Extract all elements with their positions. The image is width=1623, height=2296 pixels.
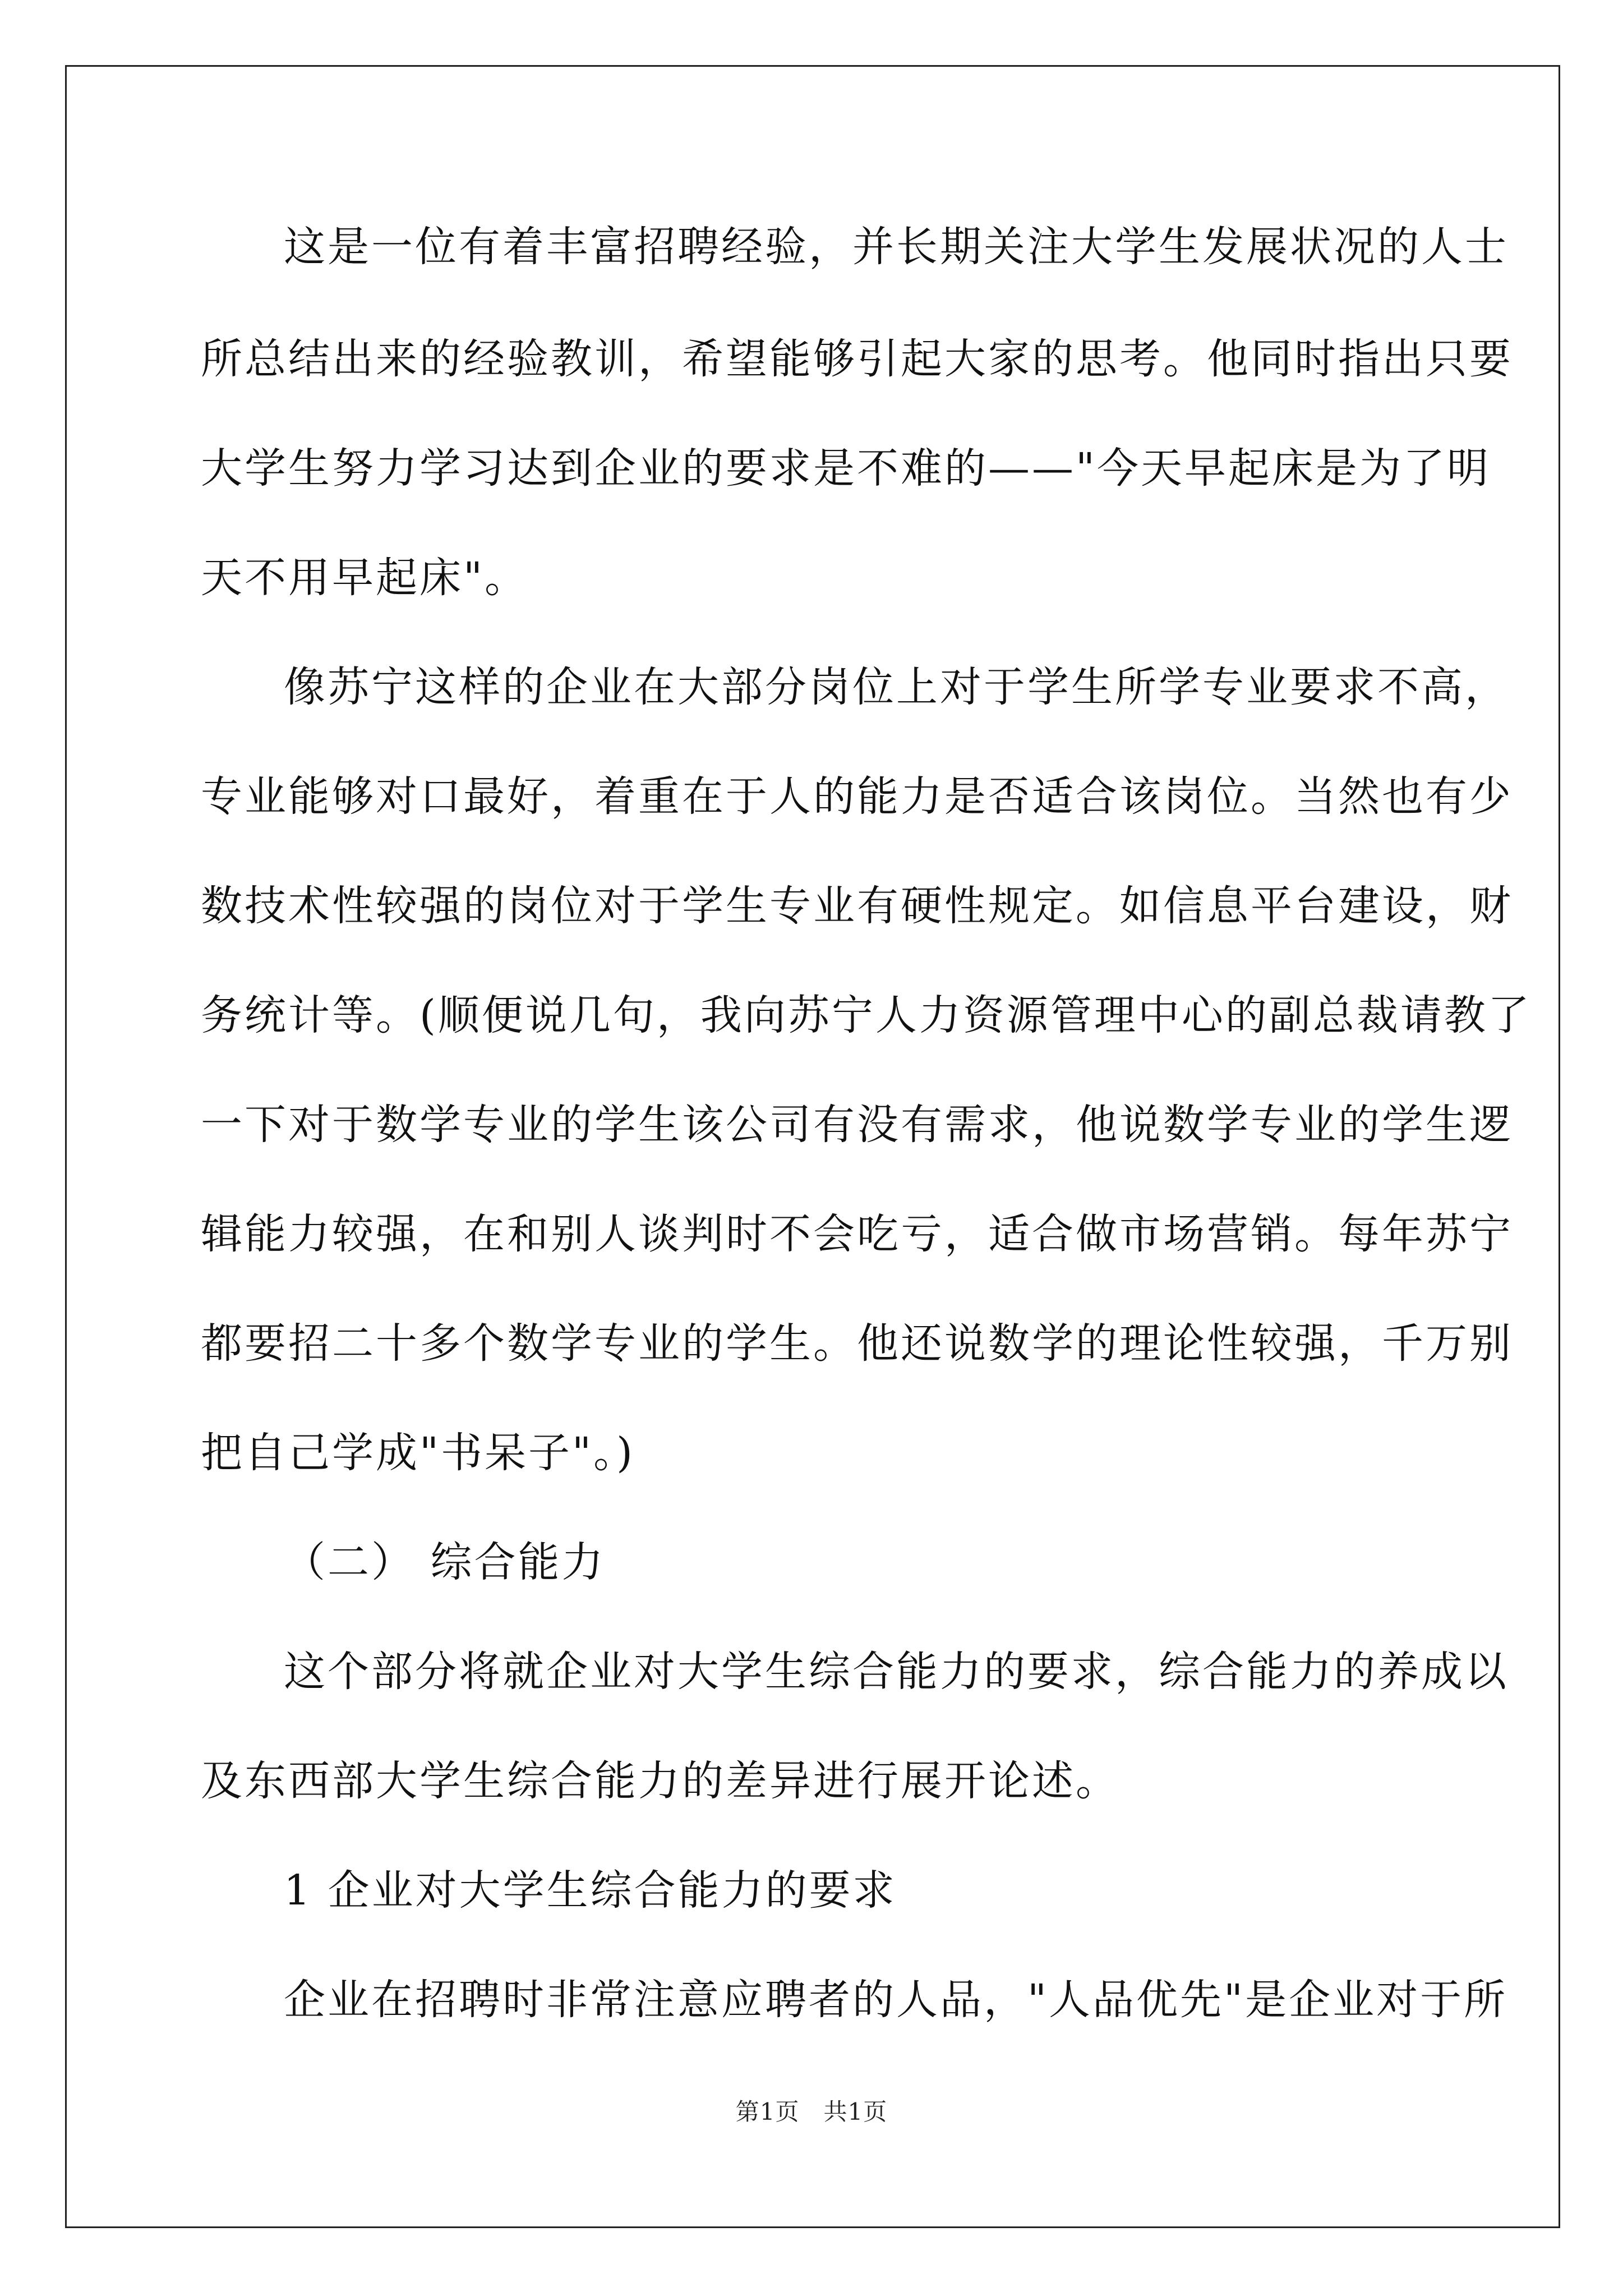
text-line: 这个部分将就企业对大学生综合能力的要求，综合能力的养成以: [284, 1648, 1509, 1696]
subsection-heading: 1 企业对大学生综合能力的要求: [284, 1866, 897, 1915]
text-line: 像苏宁这样的企业在大部分岗位上对于学生所学专业要求不高，: [284, 663, 1509, 711]
text-line: 一下对于数学专业的学生该公司有没有需求，他说数学专业的学生逻: [201, 1101, 1513, 1149]
text-line: 务统计等。(顺便说几句，我向苏宁人力资源管理中心的副总裁请教了: [201, 991, 1532, 1039]
text-line: 所总结出来的经验教训，希望能够引起大家的思考。他同时指出只要: [201, 335, 1513, 383]
text-line: 辑能力较强，在和别人谈判时不会吃亏，适合做市场营销。每年苏宁: [201, 1210, 1513, 1258]
page-number: 第1页 共1页: [735, 2098, 888, 2125]
text-line: 企业在招聘时非常注意应聘者的人品，"人品优先"是企业对于所: [284, 1976, 1508, 2024]
text-line: 及东西部大学生综合能力的差异进行展开论述。: [201, 1757, 1119, 1805]
section-heading: （二） 综合能力: [284, 1538, 606, 1586]
page-footer: [0, 2095, 1623, 2129]
text-line: 专业能够对口最好，着重在于人的能力是否适合该岗位。当然也有少: [201, 772, 1513, 821]
text-line: 数技术性较强的岗位对于学生专业有硬性规定。如信息平台建设，财: [201, 882, 1513, 930]
text-line: 都要招二十多个数学专业的学生。他还说数学的理论性较强，千万别: [201, 1319, 1513, 1368]
text-line: 这是一位有着丰富招聘经验，并长期关注大学生发展状况的人士: [284, 223, 1509, 271]
text-line: 天不用早起床"。: [201, 554, 529, 602]
text-line: 把自己学成"书呆子"。): [201, 1429, 635, 1477]
text-line: 大学生努力学习达到企业的要求是不难的——"今天早起床是为了明: [201, 444, 1491, 493]
